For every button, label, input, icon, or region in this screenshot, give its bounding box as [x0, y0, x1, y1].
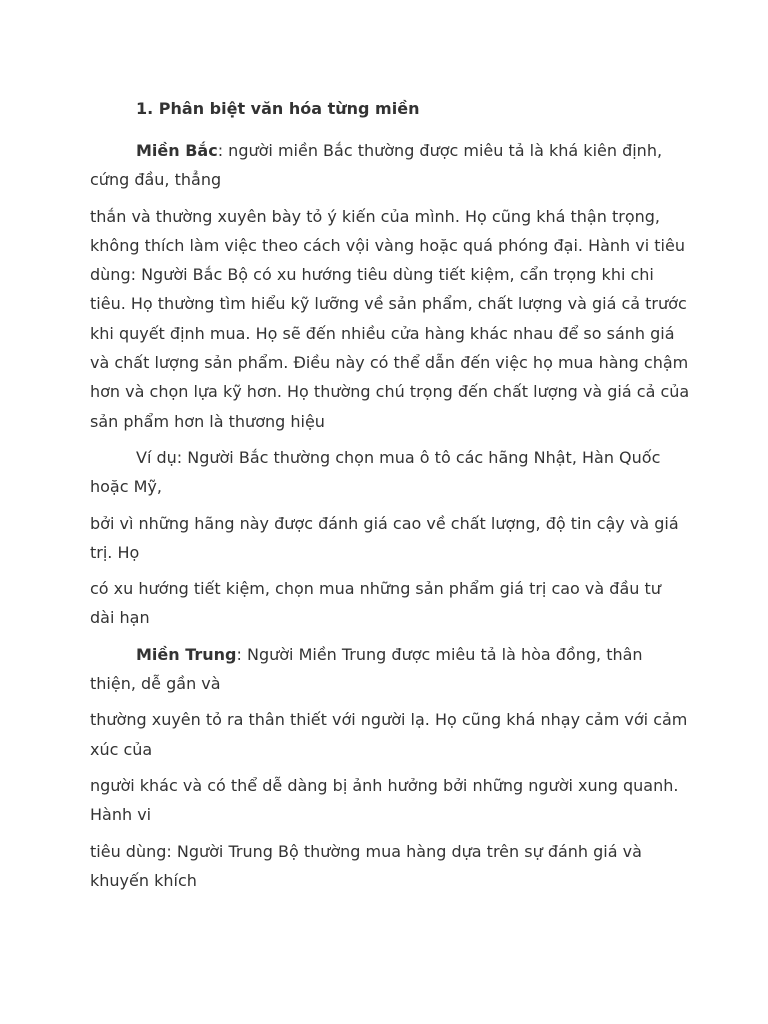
north-intro-paragraph — [90, 136, 690, 195]
central-paragraph-2: thường xuyên tỏ ra thân thiết với người lạ. Họ cũng khá nhạy cảm với cảm xúc của — [90, 710, 688, 759]
north-example-continued-1: bởi vì những hãng này được đánh giá cao về chất lượng, độ tin cậy và giá trị. Họ — [90, 513, 679, 562]
north-label: Miền Bắc — [136, 141, 218, 160]
central-label: Miền Trung — [136, 644, 237, 664]
central-intro-paragraph — [90, 640, 690, 699]
central-intro-text: : Người Miền Trung được miêu tả là hòa đồng, thân thiện, dễ gần và — [90, 644, 643, 694]
north-example-paragraph: Ví dụ: Người Bắc thường chọn mua ô tô các hãng Nhật, Hàn Quốc hoặc Mỹ, — [90, 447, 661, 497]
section-heading: 1. Phân biệt văn hóa từng miền — [136, 99, 420, 118]
central-paragraph-3: người khác và có thể dễ dàng bị ảnh hưởng bởi những người xung quanh. Hành vi — [90, 775, 679, 825]
document-page — [90, 94, 690, 902]
north-intro-text: : người miền Bắc thường được miêu tả là khá kiên định, cứng đầu, thẳng — [90, 141, 663, 190]
central-paragraph-4: tiêu dùng: Người Trung Bộ thường mua hàng dựa trên sự đánh giá và khuyến khích — [90, 841, 642, 890]
north-behavior-paragraph: thắn và thường xuyên bày tỏ ý kiến của mình. Họ cũng khá thận trọng, không thích làm việc theo cách vội vàng hoặc quá phóng đại. Hành vi tiêu dùng: Người Bắc Bộ có xu hướng tiêu dùng tiết kiệm, cẩn trọng khi chi tiêu. Họ thường tìm hiểu kỹ lưỡng về sản phẩm, chất lượng và giá cả trước khi quyết định mua. Họ sẽ đến nhiều cửa hàng khác nhau để so sánh giá và chất lượng sản phẩm. Điều này có thể dẫn đến việc họ mua hàng chậm hơn và chọn lựa kỹ hơn. Họ thường chú trọng đến chất lượng và giá cả của sản phẩm hơn là thương hiệu — [90, 206, 690, 431]
north-example-continued-2: có xu hướng tiết kiệm, chọn mua những sản phẩm giá trị cao và đầu tư dài hạn — [90, 579, 661, 628]
